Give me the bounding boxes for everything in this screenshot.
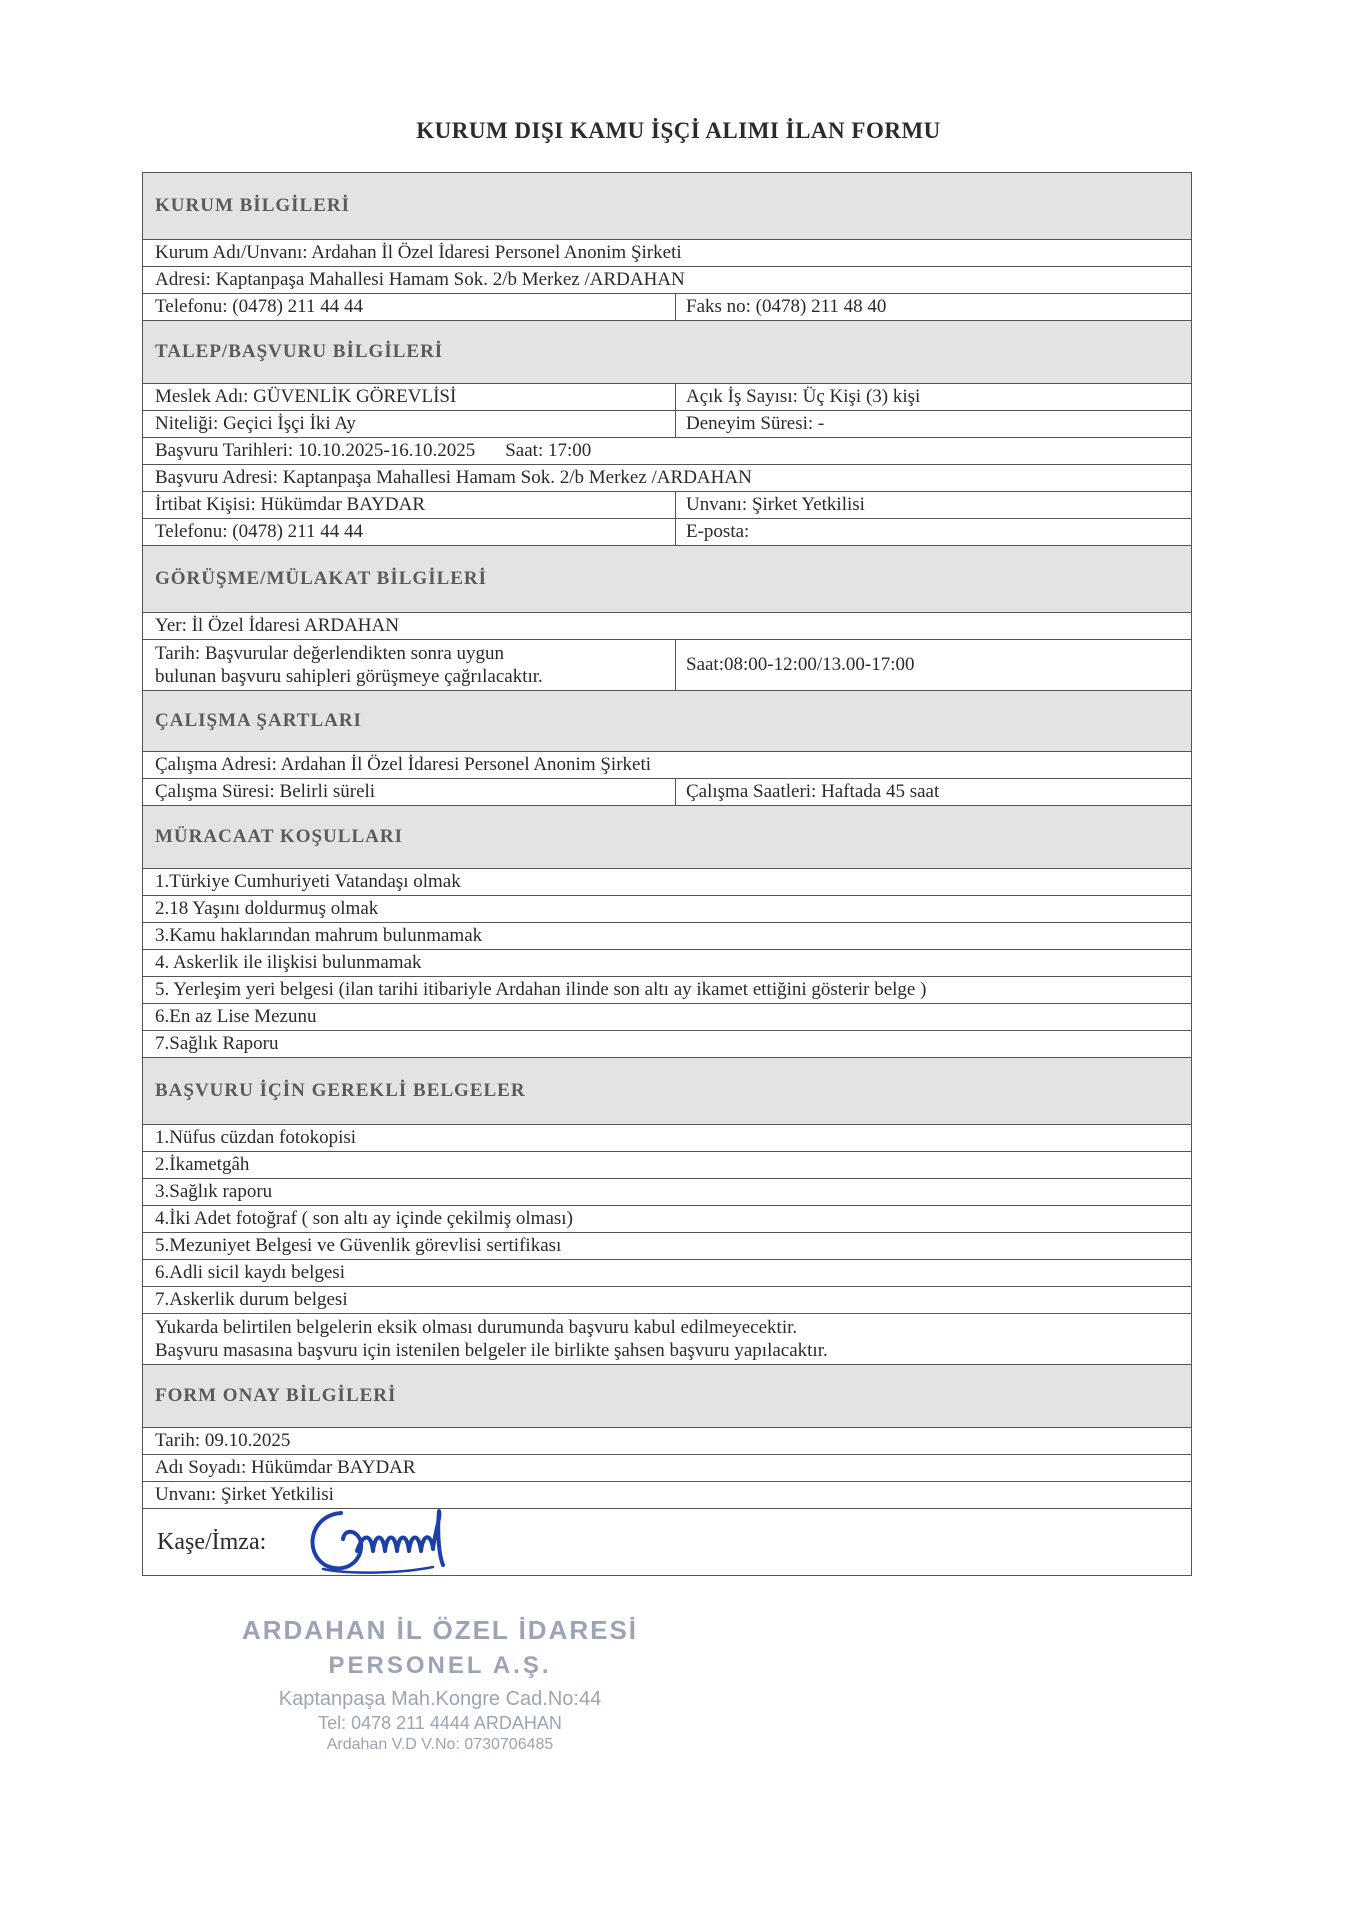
belge-item: 3.Sağlık raporu — [155, 1181, 273, 1202]
talep-eposta: E-posta: — [686, 521, 750, 542]
list-item — [143, 923, 1191, 950]
basvuru-tarihleri-cell — [143, 438, 1191, 464]
list-item — [143, 1206, 1191, 1233]
announcement-form — [142, 172, 1192, 1576]
row-onay-adi — [143, 1455, 1191, 1482]
stamp-line-5: Ardahan V.D V.No: 0730706485 — [326, 1736, 554, 1753]
deneyim-suresi: Deneyim Süresi: - — [686, 413, 825, 434]
section-header-calisma: ÇALIŞMA ŞARTLARI — [143, 691, 1191, 752]
calisma-suresi: Çalışma Süresi: Belirli süreli — [143, 779, 676, 805]
gorusme-saat: Saat:08:00-12:00/13.00-17:00 — [686, 654, 915, 675]
list-item — [143, 896, 1191, 923]
list-item — [143, 1287, 1191, 1314]
belge-item: 4.İki Adet fotoğraf ( son altı ay içinde çekilmiş olması) — [155, 1208, 573, 1229]
belgeler-note-line1: Yukarda belirtilen belgelerin eksik olması durumunda başvuru kabul edilmeyecektir. — [155, 1317, 798, 1338]
stamp-line-2: PERSONEL A.Ş. — [328, 1652, 552, 1679]
section-header-kurum: KURUM BİLGİLERİ — [143, 173, 1191, 240]
calisma-adresi: Çalışma Adresi: Ardahan İl Özel İdaresi Personel Anonim Şirketi — [155, 754, 652, 775]
muracaat-item: 7.Sağlık Raporu — [155, 1033, 279, 1054]
list-item — [143, 950, 1191, 977]
list-item — [143, 1233, 1191, 1260]
irtibat-kisisi: İrtibat Kişisi: Hükümdar BAYDAR — [143, 492, 676, 518]
onay-tarih: Tarih: 09.10.2025 — [155, 1430, 291, 1451]
kurum-adres: Adresi: Kaptanpaşa Mahallesi Hamam Sok. 2/b Merkez /ARDAHAN — [155, 269, 685, 290]
muracaat-item: 6.En az Lise Mezunu — [155, 1006, 317, 1027]
irtibat-unvan: Unvanı: Şirket Yetkilisi — [686, 494, 865, 515]
section-header-onay: FORM ONAY BİLGİLERİ — [143, 1365, 1191, 1428]
calisma-saatleri: Çalışma Saatleri: Haftada 45 saat — [686, 781, 940, 802]
belge-item: 1.Nüfus cüzdan fotokopisi — [155, 1127, 357, 1148]
kurum-telefon: Telefonu: (0478) 211 44 44 — [143, 294, 676, 320]
stamp-line-1: ARDAHAN İL ÖZEL İDARESİ — [241, 1615, 639, 1645]
row-calisma-adresi — [143, 752, 1191, 779]
belge-item: 5.Mezuniyet Belgesi ve Güvenlik görevlisi sertifikası — [155, 1235, 562, 1256]
row-gorusme-yer — [143, 613, 1191, 640]
list-item — [143, 977, 1191, 1004]
basvuru-adresi: Başvuru Adresi: Kaptanpaşa Mahallesi Hamam Sok. 2/b Merkez /ARDAHAN — [155, 467, 752, 488]
row-basvuru-adresi — [143, 465, 1191, 492]
muracaat-list — [143, 869, 1191, 1058]
stamp-line-3: Kaptanpaşa Mah.Kongre Cad.No:44 — [278, 1688, 602, 1710]
muracaat-item: 2.18 Yaşını doldurmuş olmak — [155, 898, 379, 919]
basvuru-tarihleri: Başvuru Tarihleri: 10.10.2025-16.10.2025 — [155, 440, 476, 461]
row-onay-tarih — [143, 1428, 1191, 1455]
list-item — [143, 1031, 1191, 1058]
row-talep-iletisim — [143, 519, 1191, 546]
row-kurum-adi — [143, 240, 1191, 267]
talep-telefon: Telefonu: (0478) 211 44 44 — [143, 519, 676, 545]
belgeler-note-line2: Başvuru masasına başvuru için istenilen belgeler ile birlikte şahsen başvuru yapılacaktır. — [155, 1340, 828, 1361]
belge-item: 7.Askerlik durum belgesi — [155, 1289, 348, 1310]
niteligi: Niteliği: Geçici İşçi İki Ay — [143, 411, 676, 437]
list-item — [143, 1125, 1191, 1152]
company-stamp — [240, 1615, 640, 1754]
row-kurum-adres — [143, 267, 1191, 294]
belge-item: 2.İkametgâh — [155, 1154, 250, 1175]
list-item — [143, 869, 1191, 896]
list-item — [143, 1260, 1191, 1287]
kurum-faks: Faks no: (0478) 211 48 40 — [686, 296, 887, 317]
signature-image — [293, 1503, 493, 1579]
section-header-talep: TALEP/BAŞVURU BİLGİLERİ — [143, 321, 1191, 384]
row-gorusme-tarih — [143, 640, 1191, 691]
kase-imza-label: Kaşe/İmza: — [157, 1528, 267, 1555]
section-header-gorusme: GÖRÜŞME/MÜLAKAT BİLGİLERİ — [143, 546, 1191, 613]
muracaat-item: 4. Askerlik ile ilişkisi bulunmamak — [155, 952, 422, 973]
row-kurum-iletisim — [143, 294, 1191, 321]
row-niteligi — [143, 411, 1191, 438]
belge-item: 6.Adli sicil kaydı belgesi — [155, 1262, 345, 1283]
belgeler-list — [143, 1125, 1191, 1314]
basvuru-saat: Saat: 17:00 — [505, 440, 592, 461]
row-belgeler-note — [143, 1314, 1191, 1365]
gorusme-tarih — [143, 640, 676, 690]
section-header-muracaat: MÜRACAAT KOŞULLARI — [143, 806, 1191, 869]
acik-is-sayisi: Açık İş Sayısı: Üç Kişi (3) kişi — [686, 386, 921, 407]
kurum-adi: Kurum Adı/Unvanı: Ardahan İl Özel İdaresi Personel Anonim Şirketi — [155, 242, 682, 263]
row-basvuru-tarihleri — [143, 438, 1191, 465]
page-title: KURUM DIŞI KAMU İŞÇİ ALIMI İLAN FORMU — [416, 118, 941, 143]
list-item — [143, 1179, 1191, 1206]
row-calisma-suresi — [143, 779, 1191, 806]
onay-unvan: Unvanı: Şirket Yetkilisi — [155, 1484, 334, 1505]
list-item — [143, 1004, 1191, 1031]
meslek-adi: Meslek Adı: GÜVENLİK GÖREVLİSİ — [143, 384, 676, 410]
list-item — [143, 1152, 1191, 1179]
stamp-line-4: Tel: 0478 211 4444 ARDAHAN — [318, 1713, 562, 1733]
onay-adi-soyadi: Adı Soyadı: Hükümdar BAYDAR — [155, 1457, 416, 1478]
row-irtibat — [143, 492, 1191, 519]
gorusme-tarih-line2: bulunan başvuru sahipleri görüşmeye çağrılacaktır. — [155, 666, 543, 687]
belgeler-note — [143, 1314, 1191, 1364]
row-meslek — [143, 384, 1191, 411]
signature-row — [143, 1509, 1191, 1576]
section-header-belgeler: BAŞVURU İÇİN GEREKLİ BELGELER — [143, 1058, 1191, 1125]
muracaat-item: 1.Türkiye Cumhuriyeti Vatandaşı olmak — [155, 871, 461, 892]
gorusme-tarih-line1: Tarih: Başvurular değerlendikten sonra uygun — [155, 643, 505, 664]
muracaat-item: 3.Kamu haklarından mahrum bulunmamak — [155, 925, 483, 946]
gorusme-yer: Yer: İl Özel İdaresi ARDAHAN — [155, 615, 399, 636]
muracaat-item: 5. Yerleşim yeri belgesi (ilan tarihi itibariyle Ardahan ilinde son altı ay ikamet ettiğini gösterir belge ) — [155, 979, 927, 1000]
